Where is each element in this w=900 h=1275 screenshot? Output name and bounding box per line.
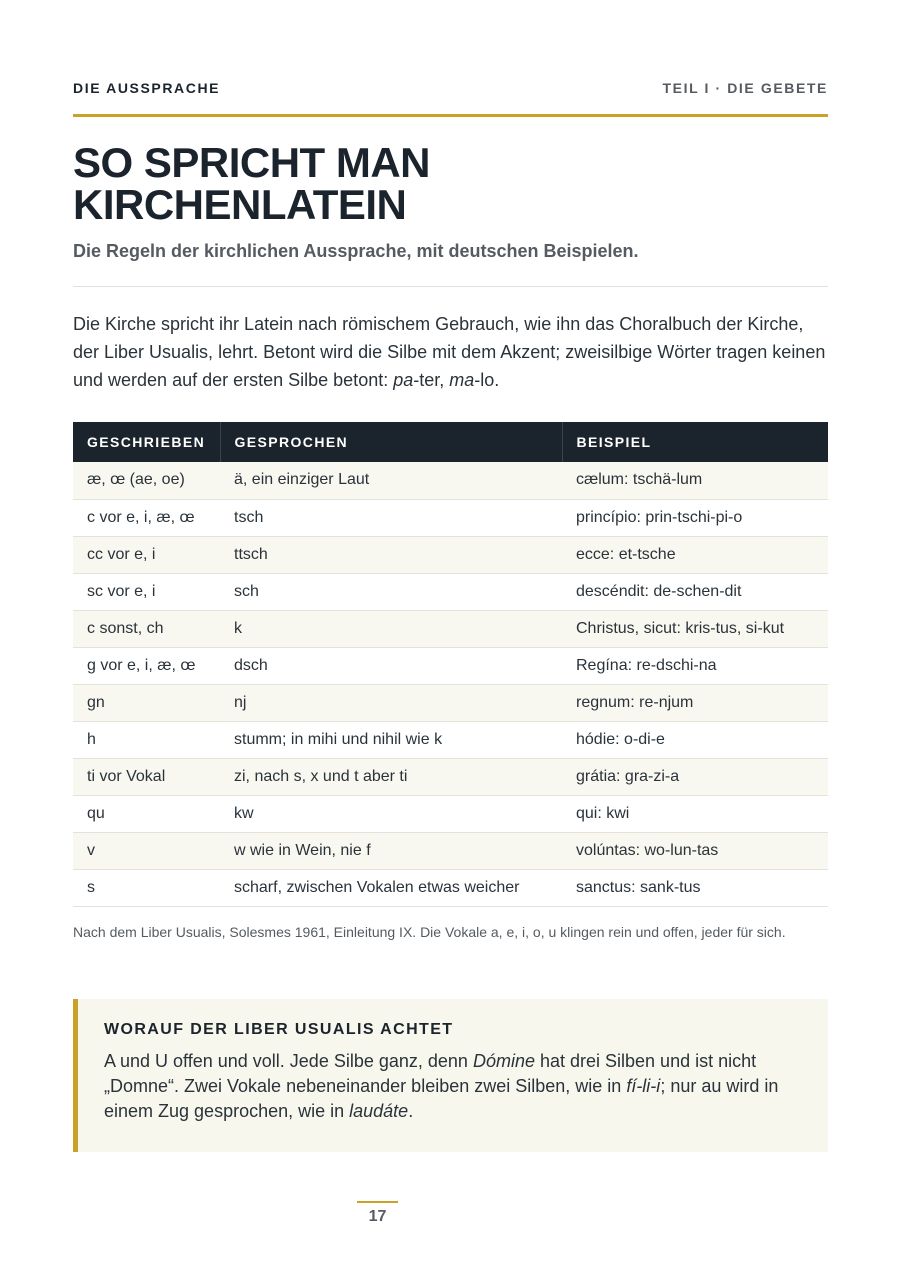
cell-spoken: k <box>220 610 562 647</box>
cell-written: sc vor e, i <box>73 573 220 610</box>
cell-spoken: dsch <box>220 647 562 684</box>
cell-example: Regína: re-dschi-na <box>562 647 828 684</box>
cell-spoken: zi, nach s, x und t aber ti <box>220 758 562 795</box>
callout-text-part: hat drei Silben und ist nicht „Domne“. Zwei Vokale nebeneinander bleiben zwei Silben, wie in <box>104 1051 757 1096</box>
page-number-rule <box>357 1201 398 1203</box>
title-line-2: KIRCHENLATEIN <box>73 181 407 228</box>
table-row <box>73 832 828 869</box>
column-header-written: GESCHRIEBEN <box>73 422 220 462</box>
cell-example: ecce: et-tsche <box>562 536 828 573</box>
page-title <box>73 139 828 228</box>
example-rest-2: -lo. <box>474 370 500 390</box>
column-header-example: BEISPIEL <box>562 422 828 462</box>
cell-spoken: stumm; in mihi und nihil wie k <box>220 721 562 758</box>
cell-example: princípio: prin-tschi-pi-o <box>562 499 828 536</box>
page-number: 17 <box>368 1208 387 1225</box>
cell-written: c vor e, i, æ, œ <box>73 499 220 536</box>
cell-example: grátia: gra-zi-a <box>562 758 828 795</box>
table-row <box>73 462 828 499</box>
header-rule <box>73 114 828 117</box>
table-row <box>73 536 828 573</box>
cell-example: qui: kwi <box>562 795 828 832</box>
subtitle-divider <box>73 286 828 287</box>
table-row <box>73 684 828 721</box>
cell-written: h <box>73 721 220 758</box>
pronunciation-table <box>73 422 828 907</box>
callout-box <box>73 999 828 1152</box>
cell-example: sanctus: sank-tus <box>562 869 828 906</box>
callout-text <box>104 1049 802 1124</box>
callout-example: Dómine <box>472 1051 535 1071</box>
cell-written: qu <box>73 795 220 832</box>
table-row <box>73 758 828 795</box>
cell-written: cc vor e, i <box>73 536 220 573</box>
cell-example: volúntas: wo-lun-tas <box>562 832 828 869</box>
cell-spoken: ttsch <box>220 536 562 573</box>
page-subtitle: Die Regeln der kirchlichen Aussprache, mit deutschen Beispielen. <box>73 241 639 261</box>
callout-text-part: . <box>408 1101 414 1121</box>
cell-example: regnum: re-njum <box>562 684 828 721</box>
cell-example: cælum: tschä-lum <box>562 462 828 499</box>
section-label: DIE AUSSPRACHE <box>73 80 221 96</box>
table-footnote: Nach dem Liber Usualis, Solesmes 1961, Einleitung IX. Die Vokale a, e, i, o, u klingen rein und offen, jeder für sich. <box>73 924 786 940</box>
table-row <box>73 721 828 758</box>
callout-example: laudáte <box>349 1101 409 1121</box>
running-head <box>73 80 828 96</box>
table-header-row <box>73 422 828 462</box>
cell-spoken: kw <box>220 795 562 832</box>
cell-spoken: tsch <box>220 499 562 536</box>
table-row <box>73 610 828 647</box>
table-row <box>73 795 828 832</box>
cell-written: gn <box>73 684 220 721</box>
cell-spoken: ä, ein einziger Laut <box>220 462 562 499</box>
callout-example: fí-li-i <box>626 1076 661 1096</box>
cell-written: g vor e, i, æ, œ <box>73 647 220 684</box>
cell-example: descéndit: de-schen-dit <box>562 573 828 610</box>
cell-spoken: nj <box>220 684 562 721</box>
cell-written: s <box>73 869 220 906</box>
example-rest-1: -ter, <box>413 370 450 390</box>
cell-written: c sonst, ch <box>73 610 220 647</box>
table-row <box>73 573 828 610</box>
cell-spoken: sch <box>220 573 562 610</box>
cell-written: v <box>73 832 220 869</box>
column-header-spoken: GESPROCHEN <box>220 422 562 462</box>
example-stress-1: pa <box>393 370 414 390</box>
cell-spoken: w wie in Wein, nie f <box>220 832 562 869</box>
table-row <box>73 869 828 906</box>
cell-spoken: scharf, zwischen Vokalen etwas weicher <box>220 869 562 906</box>
cell-written: æ, œ (ae, oe) <box>73 462 220 499</box>
part-label: TEIL I · DIE GEBETE <box>662 80 828 96</box>
callout-title: WORAUF DER LIBER USUALIS ACHTET <box>104 1021 454 1038</box>
callout-text-part: ; nur au wird in einem Zug gesprochen, wie in <box>104 1076 779 1121</box>
intro-text: Die Kirche spricht ihr Latein nach römischem Gebrauch, wie ihn das Choralbuch der Kirche, der Liber Usualis, lehrt. Betont wird die Silbe mit dem Akzent; zweisilbige Wörter tragen keinen und werden auf der ersten Silbe betont: <box>73 314 826 390</box>
title-line-1: SO SPRICHT MAN <box>73 139 431 186</box>
example-stress-2: ma <box>449 370 475 390</box>
table-row <box>73 647 828 684</box>
intro-paragraph <box>73 310 828 394</box>
table-row <box>73 499 828 536</box>
cell-example: Christus, sicut: kris-tus, si-kut <box>562 610 828 647</box>
callout-text-part: A und U offen und voll. Jede Silbe ganz, denn <box>104 1051 473 1071</box>
cell-example: hódie: o-di-e <box>562 721 828 758</box>
cell-written: ti vor Vokal <box>73 758 220 795</box>
page <box>73 0 828 1275</box>
